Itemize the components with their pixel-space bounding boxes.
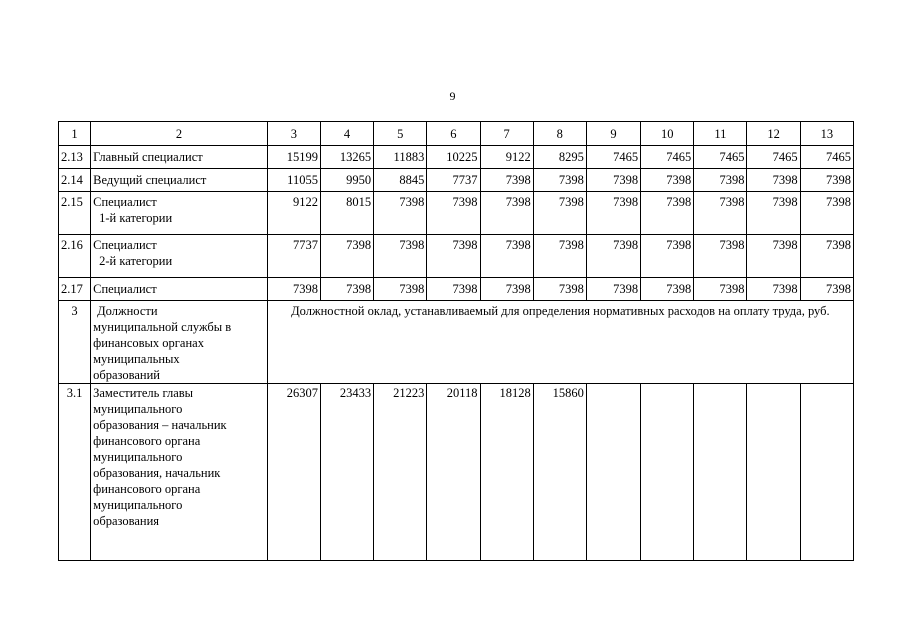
value-cell: 7398 bbox=[641, 169, 694, 192]
row-name-line: 1-й категории bbox=[99, 211, 173, 225]
header-cell: 3 bbox=[267, 122, 320, 146]
value-cell: 7398 bbox=[641, 235, 694, 278]
section-row bbox=[59, 301, 854, 384]
value-cell: 7398 bbox=[641, 192, 694, 235]
value-cell: 7465 bbox=[586, 146, 640, 169]
value-cell: 11055 bbox=[267, 169, 320, 192]
section-note: Должностной оклад, устанавливаемый для определения нормативных расходов на оплату труда, руб. bbox=[267, 301, 853, 384]
value-cell bbox=[641, 384, 694, 561]
header-cell: 4 bbox=[320, 122, 373, 146]
value-cell: 7398 bbox=[320, 278, 373, 301]
value-cell: 7465 bbox=[747, 146, 800, 169]
section-name-line: образований bbox=[93, 368, 160, 382]
row-name-line: Специалист bbox=[93, 238, 157, 252]
value-cell: 7398 bbox=[374, 192, 427, 235]
value-cell: 7398 bbox=[586, 169, 640, 192]
value-cell bbox=[586, 384, 640, 561]
row-code: 2.14 bbox=[59, 169, 91, 192]
row-name: Специалист bbox=[91, 278, 268, 301]
value-cell: 7398 bbox=[267, 278, 320, 301]
row-code: 2.13 bbox=[59, 146, 91, 169]
header-cell: 10 bbox=[641, 122, 694, 146]
row-name-line: муниципального bbox=[93, 450, 183, 464]
row-name-line: муниципального bbox=[93, 402, 183, 416]
row-name-line: образования, начальник bbox=[93, 466, 221, 480]
value-cell: 15860 bbox=[533, 384, 586, 561]
row-name bbox=[91, 384, 268, 561]
row-code: 3.1 bbox=[59, 384, 91, 561]
value-cell: 7398 bbox=[694, 192, 747, 235]
row-name-line: Заместитель главы bbox=[93, 386, 194, 400]
value-cell bbox=[800, 384, 853, 561]
value-cell: 7398 bbox=[694, 278, 747, 301]
value-cell: 7398 bbox=[427, 192, 480, 235]
value-cell: 7398 bbox=[747, 278, 800, 301]
header-cell: 11 bbox=[694, 122, 747, 146]
section-name-line: финансовых органах bbox=[93, 336, 204, 350]
header-cell: 2 bbox=[91, 122, 268, 146]
value-cell: 13265 bbox=[320, 146, 373, 169]
value-cell: 7398 bbox=[480, 169, 533, 192]
row-name-line: Специалист bbox=[93, 195, 157, 209]
table-row bbox=[59, 192, 854, 235]
header-cell: 9 bbox=[586, 122, 640, 146]
value-cell: 7398 bbox=[694, 235, 747, 278]
table-row bbox=[59, 278, 854, 301]
row-code: 2.17 bbox=[59, 278, 91, 301]
header-cell: 8 bbox=[533, 122, 586, 146]
value-cell: 20118 bbox=[427, 384, 480, 561]
row-name-line: финансового органа bbox=[93, 434, 201, 448]
table-row bbox=[59, 169, 854, 192]
row-code: 2.15 bbox=[59, 192, 91, 235]
header-cell: 5 bbox=[374, 122, 427, 146]
value-cell: 7465 bbox=[800, 146, 853, 169]
section-name-line: муниципальной службы в bbox=[93, 320, 232, 334]
value-cell: 7398 bbox=[586, 235, 640, 278]
value-cell: 7737 bbox=[427, 169, 480, 192]
value-cell: 7398 bbox=[533, 235, 586, 278]
value-cell: 7398 bbox=[533, 278, 586, 301]
value-cell: 7398 bbox=[427, 235, 480, 278]
row-name bbox=[91, 235, 268, 278]
header-cell: 13 bbox=[800, 122, 853, 146]
value-cell: 7398 bbox=[374, 278, 427, 301]
value-cell: 7398 bbox=[480, 192, 533, 235]
value-cell: 7465 bbox=[694, 146, 747, 169]
value-cell: 7398 bbox=[586, 278, 640, 301]
table-row bbox=[59, 235, 854, 278]
section-code: 3 bbox=[59, 301, 91, 384]
value-cell: 18128 bbox=[480, 384, 533, 561]
salary-table bbox=[58, 121, 854, 561]
section-name bbox=[91, 301, 268, 384]
row-name-line: 2-й категории bbox=[99, 254, 173, 268]
value-cell: 7398 bbox=[586, 192, 640, 235]
row-name-line: финансового органа bbox=[93, 482, 201, 496]
value-cell: 7465 bbox=[641, 146, 694, 169]
row-code: 2.16 bbox=[59, 235, 91, 278]
value-cell: 8295 bbox=[533, 146, 586, 169]
value-cell: 7398 bbox=[320, 235, 373, 278]
value-cell: 7398 bbox=[480, 235, 533, 278]
value-cell: 9950 bbox=[320, 169, 373, 192]
row-name bbox=[91, 192, 268, 235]
value-cell: 7398 bbox=[694, 169, 747, 192]
header-cell: 6 bbox=[427, 122, 480, 146]
value-cell: 7398 bbox=[800, 278, 853, 301]
row-name-line: образования – начальник bbox=[93, 418, 227, 432]
value-cell: 21223 bbox=[374, 384, 427, 561]
value-cell: 15199 bbox=[267, 146, 320, 169]
value-cell: 9122 bbox=[267, 192, 320, 235]
section-name-line: Должности bbox=[97, 304, 158, 318]
table-row bbox=[59, 384, 854, 561]
value-cell: 7398 bbox=[427, 278, 480, 301]
value-cell: 7398 bbox=[533, 192, 586, 235]
value-cell: 7398 bbox=[374, 235, 427, 278]
row-name: Ведущий специалист bbox=[91, 169, 268, 192]
value-cell: 11883 bbox=[374, 146, 427, 169]
value-cell: 7398 bbox=[641, 278, 694, 301]
row-name-line: образования bbox=[93, 514, 160, 528]
value-cell bbox=[747, 384, 800, 561]
value-cell: 7398 bbox=[747, 235, 800, 278]
table-row bbox=[59, 146, 854, 169]
section-name-line: муниципальных bbox=[93, 352, 180, 366]
row-name-line: муниципального bbox=[93, 498, 183, 512]
header-row bbox=[59, 122, 854, 146]
value-cell: 8015 bbox=[320, 192, 373, 235]
page-number: 9 bbox=[449, 89, 456, 103]
value-cell: 7398 bbox=[800, 235, 853, 278]
value-cell: 7737 bbox=[267, 235, 320, 278]
value-cell: 26307 bbox=[267, 384, 320, 561]
value-cell: 7398 bbox=[480, 278, 533, 301]
header-cell: 12 bbox=[747, 122, 800, 146]
value-cell: 7398 bbox=[747, 192, 800, 235]
header-cell: 7 bbox=[480, 122, 533, 146]
value-cell: 7398 bbox=[800, 169, 853, 192]
value-cell: 7398 bbox=[533, 169, 586, 192]
row-name: Главный специалист bbox=[91, 146, 268, 169]
value-cell: 9122 bbox=[480, 146, 533, 169]
value-cell: 7398 bbox=[800, 192, 853, 235]
value-cell: 8845 bbox=[374, 169, 427, 192]
value-cell: 7398 bbox=[747, 169, 800, 192]
header-cell: 1 bbox=[59, 122, 91, 146]
value-cell: 10225 bbox=[427, 146, 480, 169]
value-cell bbox=[694, 384, 747, 561]
value-cell: 23433 bbox=[320, 384, 373, 561]
